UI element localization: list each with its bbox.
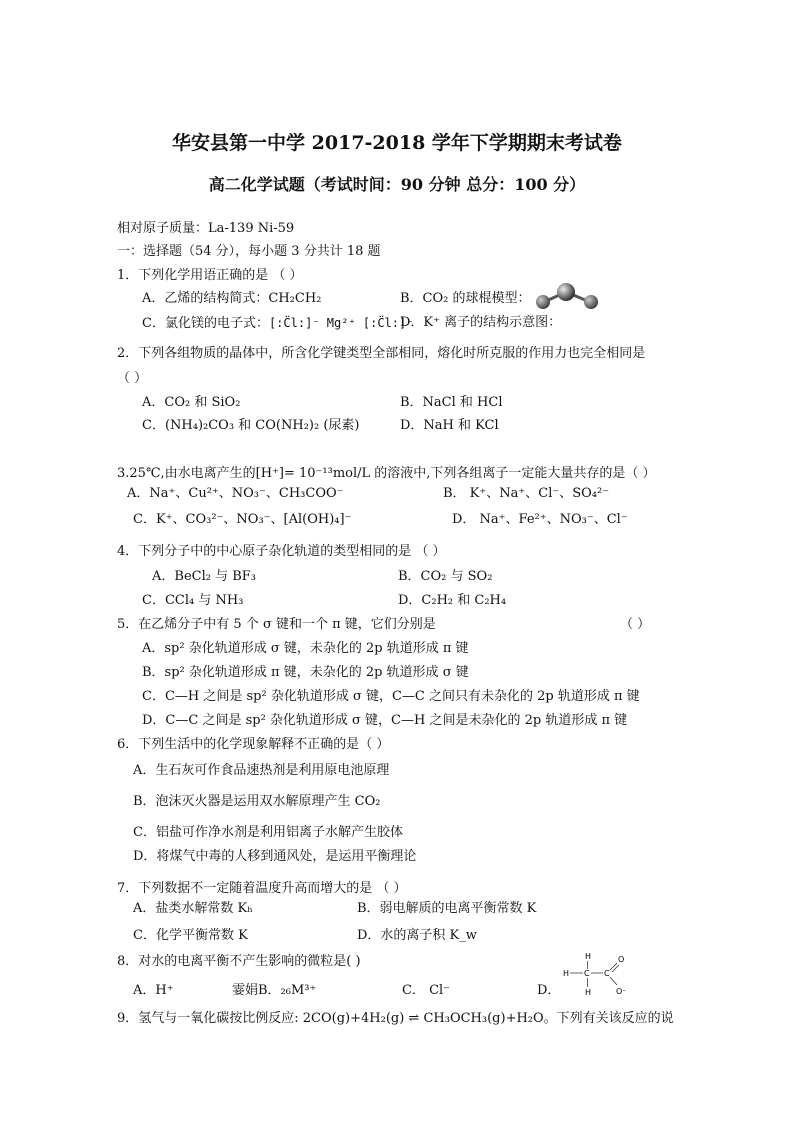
mgcl2-electron-formula: [:C̈l:]⁻ Mg²⁺ [:C̈l:]⁻ [268,316,414,330]
q2-option-d: D．NaH 和 KCl [400,418,499,433]
q5-paren: （ ） [620,617,651,632]
q6-option-a: A．生石灰可作食品速热剂是利用原电池原理 [133,763,390,778]
struct-h-bottom: H [585,988,592,997]
q4-option-a: A．BeCl₂ 与 BF₃ [152,569,257,584]
q8-option-d: D． [537,983,561,998]
q6-option-d: D．将煤气中毒的人移到通风处，是运用平衡理论 [133,849,417,864]
q1-stem: 1．下列化学用语正确的是 （ ） [117,268,303,283]
exam-subtitle: 高二化学试题（考试时间：90 分钟 总分：100 分） [208,175,586,194]
q3-option-c: C．K⁺、CO₃²⁻、NO₃⁻、[Al(OH)₄]⁻ [133,512,352,527]
q2-option-b: B．NaCl 和 HCl [400,395,503,410]
struct-c1: C [584,969,590,978]
q4-option-d: D．C₂H₂ 和 C₂H₄ [398,593,507,608]
q4-option-c: C．CCl₄ 与 NH₃ [142,593,244,608]
struct-h-left: H [563,969,570,978]
q1-option-c [142,314,413,333]
q3-option-d: D． Na⁺、Fe²⁺、NO₃⁻、Cl⁻ [452,512,628,527]
q8-option-c: C． Cl⁻ [402,983,451,998]
q8-option-a: A．H⁺ [133,983,174,998]
q1-option-d: D．K⁺ 离子的结构示意图： [400,315,562,330]
q5-option-b: B．sp² 杂化轨道形成 π 键，未杂化的 2p 轨道形成 σ 键 [142,665,469,680]
q6-option-b: B．泡沫灭火器是运用双水解原理产生 CO₂ [133,794,381,809]
q3-option-a: A．Na⁺、Cu²⁺、NO₃⁻、CH₃COO⁻ [127,486,344,501]
struct-o-minus: O⁻ [616,987,627,996]
q7-stem: 7．下列数据不一定随着温度升高而增大的是 （ ） [117,881,407,896]
section-heading: 一：选择题（54 分），每小题 3 分共计 18 题 [117,244,381,259]
atomic-mass-line: 相对原子质量：La-139 Ni-59 [117,221,295,236]
struct-o-double: O [618,955,625,964]
q5-option-d: D．C—C 之间是 sp² 杂化轨道形成 σ 键，C—H 之间是未杂化的 2p 轨道形成 π 键 [142,713,628,728]
q2-option-c: C．(NH₄)₂CO₃ 和 CO(NH₂)₂ (尿素) [142,418,360,433]
q7-option-c: C．化学平衡常数 K [133,928,248,943]
q3-option-b: B． K⁺、Na⁺、Cl⁻、SO₄²⁻ [443,486,610,501]
q4-option-b: B．CO₂ 与 SO₂ [398,569,493,584]
q3-stem: 3.25℃,由水电离产生的[H⁺]= 10⁻¹³mol/L 的溶液中,下列各组离子一定能大量共存的是（ ） [117,466,656,481]
struct-c2: C [604,969,610,978]
q1-option-b: B．CO₂ 的球棍模型： [400,291,531,306]
q8-option-b: 霎娟B．₂₆M³⁺ [232,983,317,998]
struct-h-top: H [585,952,592,961]
q4-stem: 4．下列分子中的中心原子杂化轨道的类型相同的是 （ ） [117,544,446,559]
q7-option-a: A．盐类水解常数 Kₕ [133,901,253,916]
q2-paren: （ ） [117,371,148,386]
q1-option-c-label: C．氯化镁的电子式： [142,316,269,331]
q8-stem: 8．对水的电离平衡不产生影响的微粒是( ) [117,954,361,969]
q5-option-a: A．sp² 杂化轨道形成 σ 键，未杂化的 2p 轨道形成 π 键 [142,641,469,656]
q9-stem: 9．氢气与一氧化碳按比例反应: 2CO(g)+4H₂(g) ⇌ CH₃OCH₃(g)+H₂O。下列有关该反应的说 [117,1011,674,1026]
q7-option-d: D．水的离子积 K_w [357,928,477,943]
q5-stem: 5．在乙烯分子中有 5 个 σ 键和一个 π 键，它们分别是 [117,617,436,632]
exam-title: 华安县第一中学 2017-2018 学年下学期期末考试卷 [172,132,622,154]
q5-option-c: C．C—H 之间是 sp² 杂化轨道形成 σ 键，C—C 之间只有未杂化的 2p 轨道形成 π 键 [142,689,640,704]
acetate-structure [561,951,631,1001]
q6-stem: 6．下列生活中的化学现象解释不正确的是（ ） [117,737,390,752]
q2-option-a: A．CO₂ 和 SiO₂ [142,395,241,410]
q2-stem: 2．下列各组物质的晶体中，所含化学键类型全部相同，熔化时所克服的作用力也完全相同是 [117,346,646,361]
q7-option-b: B．弱电解质的电离平衡常数 K [357,901,537,916]
q1-option-a: A．乙烯的结构简式：CH₂CH₂ [142,291,322,306]
co2-ball-stick-model [534,282,602,312]
q6-option-c: C．铝盐可作净水剂是利用铝离子水解产生胶体 [133,825,403,840]
